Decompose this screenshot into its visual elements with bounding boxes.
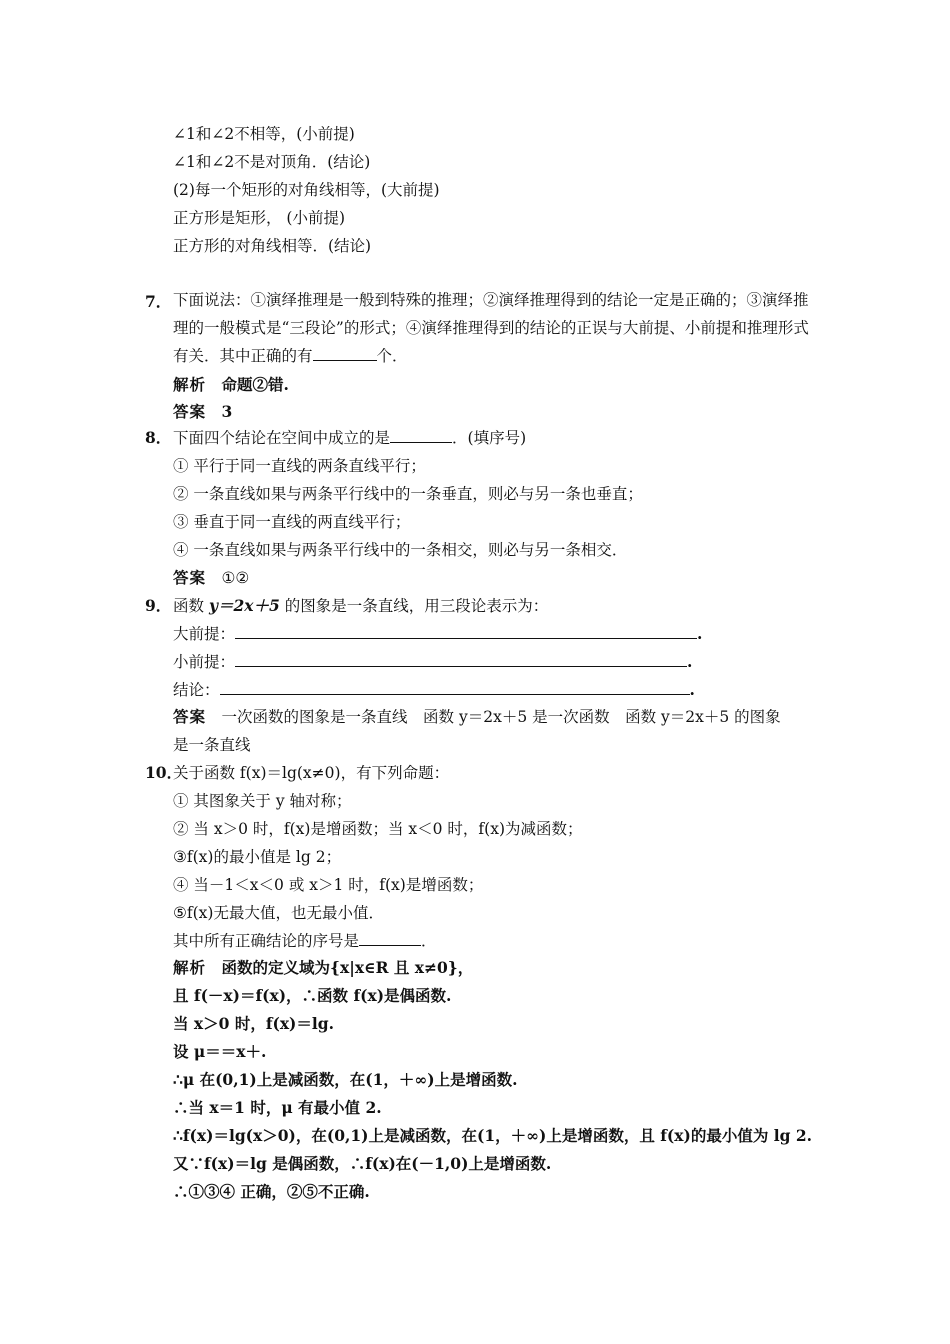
q10-step-4: 设 μ＝＝x＋. [173,1042,267,1061]
q10-number: 10． [145,763,183,782]
q10-step-2: 且 f(－x)＝f(x)，∴函数 f(x)是偶函数. [173,986,452,1005]
q9-conclusion-label: 结论： [173,681,220,699]
q7-stem: 下面说法：①演绎推理是一般到特殊的推理；②演绎推理得到的结论一定是正确的；③演绎推理的一般模式是“三段论”的形式；④演绎推理得到的结论的正误与大前提、小前提和推理形式有关．其中正确的有 [173,291,809,365]
q9-minor-premise [173,652,692,672]
q8-answer-label: 答案 [173,568,207,587]
q8-stem: 下面四个结论在空间中成立的是 [173,429,391,447]
q9-text [173,596,548,616]
q9-conclusion [173,680,695,700]
q10-ask: 其中所有正确结论的序号是 [173,932,360,950]
q8-answer [173,568,249,588]
q10-step-5: ∴μ 在(0,1)上是减函数，在(1，＋∞)上是增函数. [173,1070,518,1089]
q9-conclusion-blank[interactable] [220,680,690,695]
top-line-5: 正方形的对角线相等．(结论) [173,237,372,255]
q7-number: 7． [145,292,172,311]
q8-number: 8． [145,428,172,447]
q10-step-6: ∴当 x＝1 时，μ 有最小值 2. [173,1098,382,1117]
q10-step-7: ∴f(x)＝lg(x＞0)，在(0,1)上是减函数，在(1，＋∞)上是增函数，且 f(x)的最小值为 lg 2. [173,1126,813,1145]
q8-answer-text: ①② [221,569,250,587]
q8-text [173,428,526,448]
q10-ask-tail: ． [421,932,437,950]
q7-answer-text: 3 [221,402,233,421]
q9-major-label: 大前提： [173,625,236,643]
q10-option-4: ④ 当－1＜x＜0 或 x＞1 时，f(x)是增函数； [173,876,484,894]
q9-major-period: . [697,624,703,643]
q10-option-2: ② 当 x＞0 时，f(x)是增函数；当 x＜0 时，f(x)为减函数； [173,820,583,838]
q7-answer [173,402,232,422]
q9-function: y＝2x＋5 [208,596,280,615]
q9-minor-period: . [687,652,693,671]
q7-analysis [173,375,289,395]
top-line-3: (2)每一个矩形的对角线相等，(大前提) [173,181,440,199]
q7-tail: 个． [376,347,408,365]
q7-analysis-text: 命题②错. [221,375,289,394]
q8-option-4: ④ 一条直线如果与两条平行线中的一条相交，则必与另一条相交． [173,541,628,559]
q9-minor-blank[interactable] [235,652,687,667]
q8-option-2: ② 一条直线如果与两条平行线中的一条垂直，则必与另一条也垂直； [173,485,643,503]
q9-number: 9． [145,596,172,615]
q9-conclusion-period: . [689,680,695,699]
q9-major-premise [173,624,702,644]
q10-step-9: ∴①③④ 正确，②⑤不正确. [173,1182,370,1201]
top-line-1: ∠1和∠2不相等，(小前提) [173,125,355,143]
q10-question [173,931,437,951]
q7-text [173,286,813,370]
q7-analysis-label: 解析 [173,375,207,394]
q10-step-3: 当 x＞0 时，f(x)＝lg. [173,1014,335,1033]
q8-option-1: ① 平行于同一直线的两条直线平行； [173,457,426,475]
q9-text-a: 函数 [173,597,205,615]
q8-blank[interactable] [390,428,452,443]
q10-blank[interactable] [359,931,421,946]
q7-blank[interactable] [313,346,377,361]
q9-major-blank[interactable] [235,624,697,639]
q7-answer-label: 答案 [173,402,207,421]
q9-answer-label: 答案 [173,707,207,726]
q10-option-5: ⑤f(x)无最大值，也无最小值． [173,904,384,922]
q10-option-3: ③f(x)的最小值是 lg 2； [173,848,342,866]
q10-option-1: ① 其图象关于 y 轴对称； [173,792,352,810]
top-line-4: 正方形是矩形， (小前提) [173,209,346,227]
top-line-2: ∠1和∠2不是对顶角．(结论) [173,153,371,171]
q9-answer-line-2: 是一条直线 [173,736,251,754]
q9-answer-line-1: 一次函数的图象是一条直线 函数 y＝2x＋5 是一次函数 函数 y＝2x＋5 的图象 [221,708,781,726]
q9-minor-label: 小前提： [173,653,236,671]
q8-tail: ．(填序号) [452,429,527,447]
q10-step-1: 函数的定义域为{x|x∈R 且 x≠0}， [221,958,474,977]
q10-step-8: 又∵f(x)＝lg 是偶函数，∴f(x)在(－1,0)上是增函数. [173,1154,552,1173]
q9-text-b: 的图象是一条直线，用三段论表示为： [284,597,549,615]
q10-analysis [173,958,473,978]
q10-text: 关于函数 f(x)＝lg(x≠0)，有下列命题： [173,764,450,782]
q10-analysis-label: 解析 [173,958,207,977]
q8-option-3: ③ 垂直于同一直线的两直线平行； [173,513,411,531]
q9-answer [173,707,781,727]
